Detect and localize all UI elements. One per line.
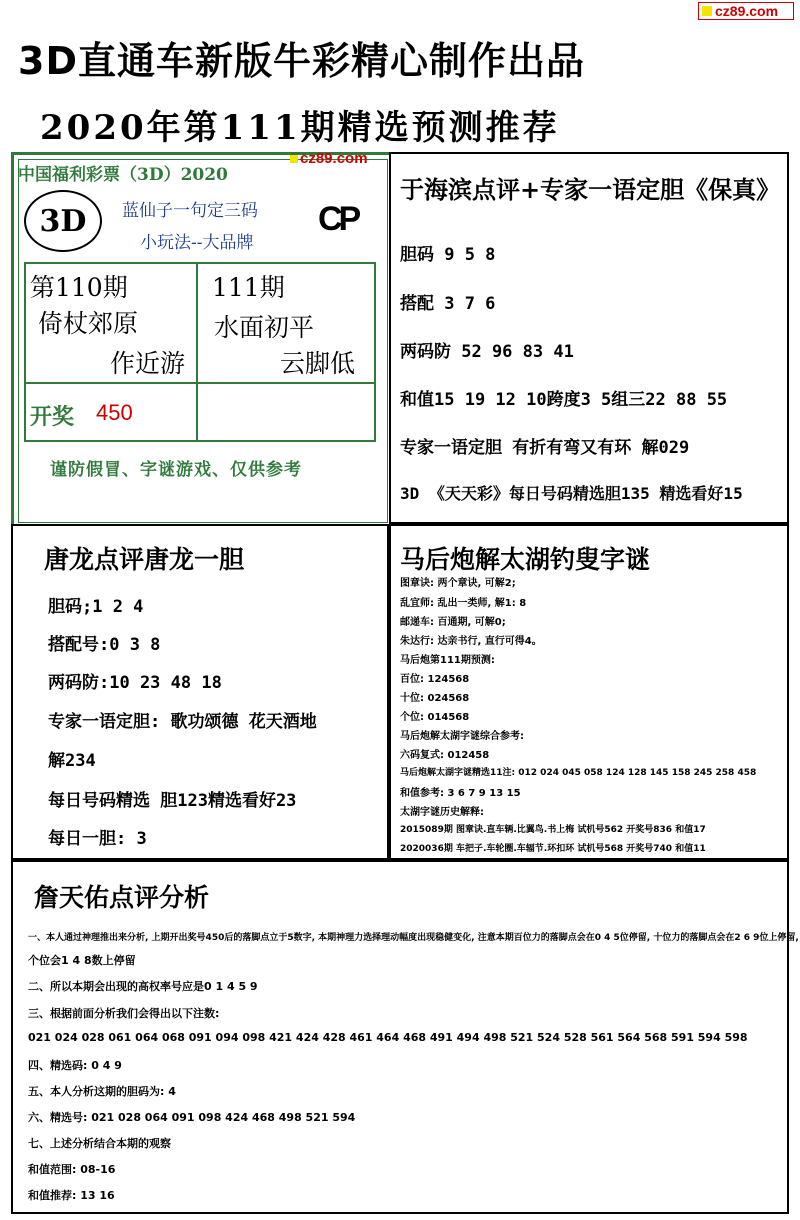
zhan-line: 和值范围: 08-16 xyxy=(28,1163,116,1176)
yu-line: 两码防 52 96 83 41 xyxy=(400,342,574,362)
page-title: 3D直通车新版牛彩精心制作出品 xyxy=(18,39,585,83)
ma-line: 图章诀: 两个章诀, 可解2; xyxy=(400,578,516,589)
yu-line: 和值15 19 12 10跨度3 5组三22 88 55 xyxy=(400,390,728,410)
zhan-title: 詹天佑点评分析 xyxy=(34,883,210,912)
ma-line: 马后炮解太湖字谜精选11注: 012 024 045 058 124 128 145 158 245 258 458 xyxy=(400,768,757,778)
zhan-line: 二、所以本期会出现的高权率号应是0 1 4 5 9 xyxy=(28,980,258,993)
tang-line: 专家一语定胆: 歌功颂德 花天酒地 xyxy=(48,712,317,732)
tang-line: 两码防:10 23 48 18 xyxy=(48,673,222,693)
yu-line: 3D 《天天彩》每日号码精选胆135 精选看好15 xyxy=(400,484,743,503)
ma-line: 2020036期 车把子.车轮圈.车辐节.环扣环 试机号568 开奖号740 和值11 xyxy=(400,844,706,854)
zhan-line: 个位会1 4 8数上停留 xyxy=(28,954,136,967)
card-site-text: cz89.com xyxy=(300,150,368,167)
zhan-line: 五、本人分析这期的胆码为: 4 xyxy=(28,1085,176,1098)
card-site-mark xyxy=(290,150,368,167)
ma-line: 个位: 014568 xyxy=(400,712,470,723)
page-subtitle: 2020年第111期精选预测推荐 xyxy=(40,108,560,148)
3d-logo: 3D xyxy=(24,190,102,252)
slogan-line-1: 蓝仙子一句定三码 xyxy=(122,201,258,221)
ma-line: 六码复式: 012458 xyxy=(400,750,490,761)
grid-divider xyxy=(196,262,198,442)
ma-line: 马后炮解太湖字谜综合参考: xyxy=(400,731,524,742)
tang-line: 每日一胆: 3 xyxy=(48,829,147,849)
slogan-line-2: 小玩法--大品牌 xyxy=(140,233,254,253)
ma-line: 和值参考: 3 6 7 9 13 15 xyxy=(400,788,521,799)
zhan-line: 三、根据前面分析我们会得出以下注数: xyxy=(28,1007,220,1020)
zhan-line: 和值推荐: 13 16 xyxy=(28,1189,115,1202)
grid-divider xyxy=(24,382,376,384)
prev-riddle-line-2: 作近游 xyxy=(110,349,186,378)
tang-line: 搭配号:0 3 8 xyxy=(48,635,161,655)
square-icon xyxy=(290,155,298,163)
draw-label: 开奖 xyxy=(30,404,75,430)
zhan-line: 六、精选号: 021 028 064 091 098 424 468 498 521 594 xyxy=(28,1111,356,1124)
ma-title: 马后炮解太湖钓叟字谜 xyxy=(400,545,651,574)
ma-line: 邮递车: 百通期, 可解0; xyxy=(400,617,506,628)
lottery-title: 中国福利彩票（3D）2020 xyxy=(18,165,228,185)
ma-line: 马后炮第111期预测: xyxy=(400,655,495,666)
ma-line: 太湖字谜历史解释: xyxy=(400,807,484,818)
brand-mark: CP xyxy=(318,200,358,238)
yu-line: 搭配 3 7 6 xyxy=(400,294,496,314)
ma-line: 乱宜师: 乱出一类师, 解1: 8 xyxy=(400,598,527,609)
tang-line: 胆码;1 2 4 xyxy=(48,597,144,617)
ma-line: 十位: 024568 xyxy=(400,693,470,704)
tang-line: 每日号码精选 胆123精选看好23 xyxy=(48,791,297,811)
disclaimer: 谨防假冒、字谜游戏、仅供参考 xyxy=(50,460,302,480)
site-watermark xyxy=(698,2,794,20)
draw-number: 450 xyxy=(96,400,133,425)
ma-line: 朱达行: 达亲书行, 直行可得4。 xyxy=(400,636,542,647)
yu-line: 专家一语定胆 有折有弯又有环 解029 xyxy=(400,438,690,458)
prev-issue: 第110期 xyxy=(30,273,128,302)
square-icon xyxy=(702,6,712,16)
zhan-line: 一、本人通过神理推出来分析, 上期开出奖号450后的落脚点立于5数字, 本期神理力选择理动幅度出现稳健变化, 注意本期百位力的落脚点会在0 4 5位停留, 十位力的落脚点会在2 6 9位上停留, xyxy=(28,933,799,943)
current-riddle-line-2: 云脚低 xyxy=(280,349,356,378)
ma-line: 百位: 124568 xyxy=(400,674,470,685)
current-issue: 111期 xyxy=(212,273,285,302)
ma-line: 2015089期 图章诀.直车辆.比翼鸟.书上梅 试机号562 开奖号836 和值17 xyxy=(400,825,706,835)
zhan-line: 四、精选码: 0 4 9 xyxy=(28,1059,122,1072)
tang-line: 解234 xyxy=(48,751,96,771)
zhan-line: 七、上述分析结合本期的观察 xyxy=(28,1137,171,1150)
tang-title: 唐龙点评唐龙一胆 xyxy=(44,545,245,574)
yu-line: 胆码 9 5 8 xyxy=(400,245,496,265)
prev-riddle-line-1: 倚杖郊原 xyxy=(38,309,139,338)
zhan-line: 021 024 028 061 064 068 091 094 098 421 424 428 461 464 468 491 494 498 521 524 528 561 564 568 591 594 598 xyxy=(28,1031,748,1044)
current-riddle-line-1: 水面初平 xyxy=(214,313,315,342)
yu-title: 于海滨点评+专家一语定胆《保真》 xyxy=(400,175,781,204)
watermark-text: cz89.com xyxy=(715,3,779,19)
